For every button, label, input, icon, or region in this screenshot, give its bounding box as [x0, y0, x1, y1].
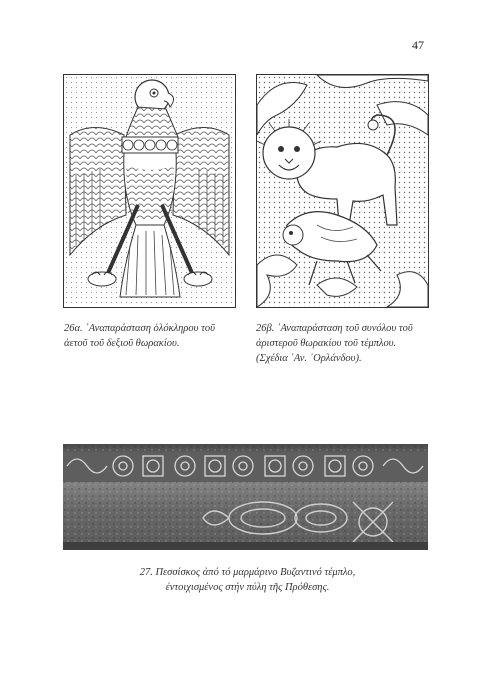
eagle-drawing-figure [63, 74, 236, 308]
figure-26b-caption [256, 321, 446, 366]
caption-line: ἐντοιχισμένος στήν πύλη τῆς Πρόθεσης. [165, 582, 330, 593]
figure-27-caption [80, 565, 415, 595]
caption-line: 27. Πεσσίσκος ἀπό τό μαρμάρινο Βυζαντινό τέμπλο, [139, 567, 356, 578]
marble-relief-photo [63, 444, 428, 550]
caption-line: (Σχέδια ᾿Αν. ᾿Ορλάνδου). [256, 353, 362, 364]
caption-line: 26β. ᾿Αναπαράσταση τοῦ συνόλου τοῦ [256, 323, 413, 334]
caption-line: ἀριστεροῦ θωρακίου τοῦ τέμπλου. [256, 338, 397, 349]
eagle-drawing-icon [64, 75, 235, 307]
lion-attacking-animal-icon [257, 75, 428, 307]
lion-drawing-figure [256, 74, 429, 308]
marble-relief-photo-icon [63, 444, 428, 550]
caption-line: ἀετοῦ τοῦ δεξιοῦ θωρακίου. [64, 338, 180, 349]
figure-26a-caption [64, 321, 244, 351]
caption-line: 26α. ᾿Αναπαράσταση ὁλόκληρου τοῦ [64, 323, 215, 334]
page-number: 47 [412, 38, 424, 52]
